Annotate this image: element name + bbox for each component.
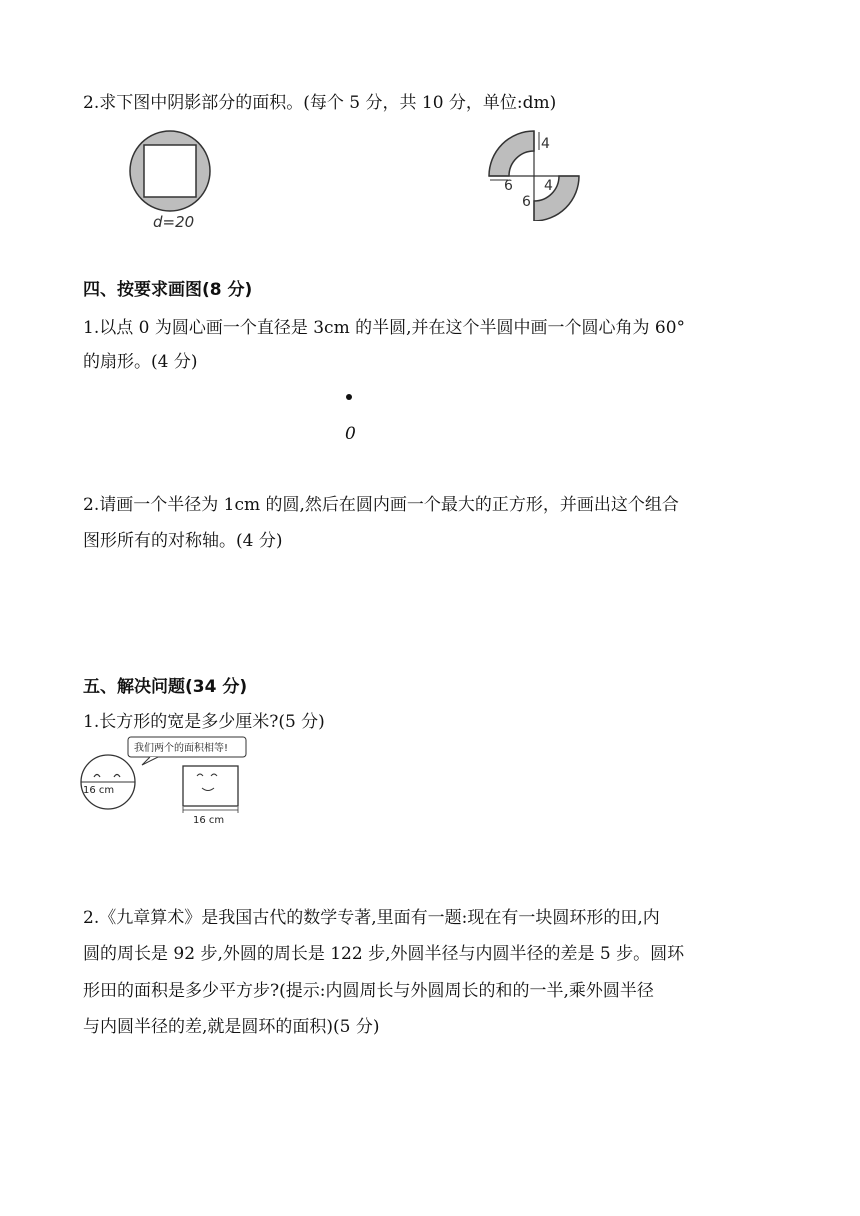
center-point-label: 0 xyxy=(345,424,356,444)
upper-quarter-ring xyxy=(489,131,534,176)
inner-square xyxy=(144,145,196,197)
rectangle-length-label: 16 cm xyxy=(193,815,225,826)
figure-circle-square xyxy=(125,130,225,240)
figure-circle-rectangle-cartoon xyxy=(80,735,280,830)
question-5-2-line1: 2.《九章算术》是我国古代的数学专著,里面有一题:现在有一块圆环形的田,内 xyxy=(83,908,660,928)
question-4-2-line2: 图形所有的对称轴。(4 分) xyxy=(83,531,283,551)
circle-diameter-label: 16 cm xyxy=(83,785,115,796)
figure-quarter-rings xyxy=(484,126,594,221)
question-5-1-text: 1.长方形的宽是多少厘米?(5 分) xyxy=(83,712,325,732)
question-4-2-line1: 2.请画一个半径为 1cm 的圆,然后在圆内画一个最大的正方形，并画出这个组合 xyxy=(83,495,679,515)
section-5-heading: 五、解决问题(34 分) xyxy=(83,677,248,697)
section-4-heading: 四、按要求画图(8 分) xyxy=(83,280,253,300)
question-5-2-line3: 形田的面积是多少平方步?(提示:内圆周长与外圆周长的和的一半,乘外圆半径 xyxy=(83,981,654,1001)
question-5-2-line4: 与内圆半径的差,就是圆环的面积)(5 分) xyxy=(83,1017,380,1037)
dim-label-bottom: 6 xyxy=(522,194,531,210)
dim-label-top: 4 xyxy=(541,136,550,152)
center-point xyxy=(346,394,352,400)
question-4-1-line2: 的扇形。(4 分) xyxy=(83,352,198,372)
question-3-2-text: 2.求下图中阴影部分的面积。(每个 5 分，共 10 分，单位:dm) xyxy=(83,93,557,113)
speech-text: 我们两个的面积相等! xyxy=(134,743,229,754)
diameter-label: d=20 xyxy=(153,213,195,231)
question-5-2-line2: 圆的周长是 92 步,外圆的周长是 122 步,外圆半径与内圆半径的差是 5 步。圆环 xyxy=(83,944,685,964)
lower-quarter-ring xyxy=(534,176,579,221)
rectangle-character xyxy=(183,766,238,806)
question-4-1-line1: 1.以点 0 为圆心画一个直径是 3cm 的半圆,并在这个半圆中画一个圆心角为 60° xyxy=(83,318,686,338)
dim-label-right: 4 xyxy=(544,178,553,194)
dim-label-left: 6 xyxy=(504,178,513,194)
